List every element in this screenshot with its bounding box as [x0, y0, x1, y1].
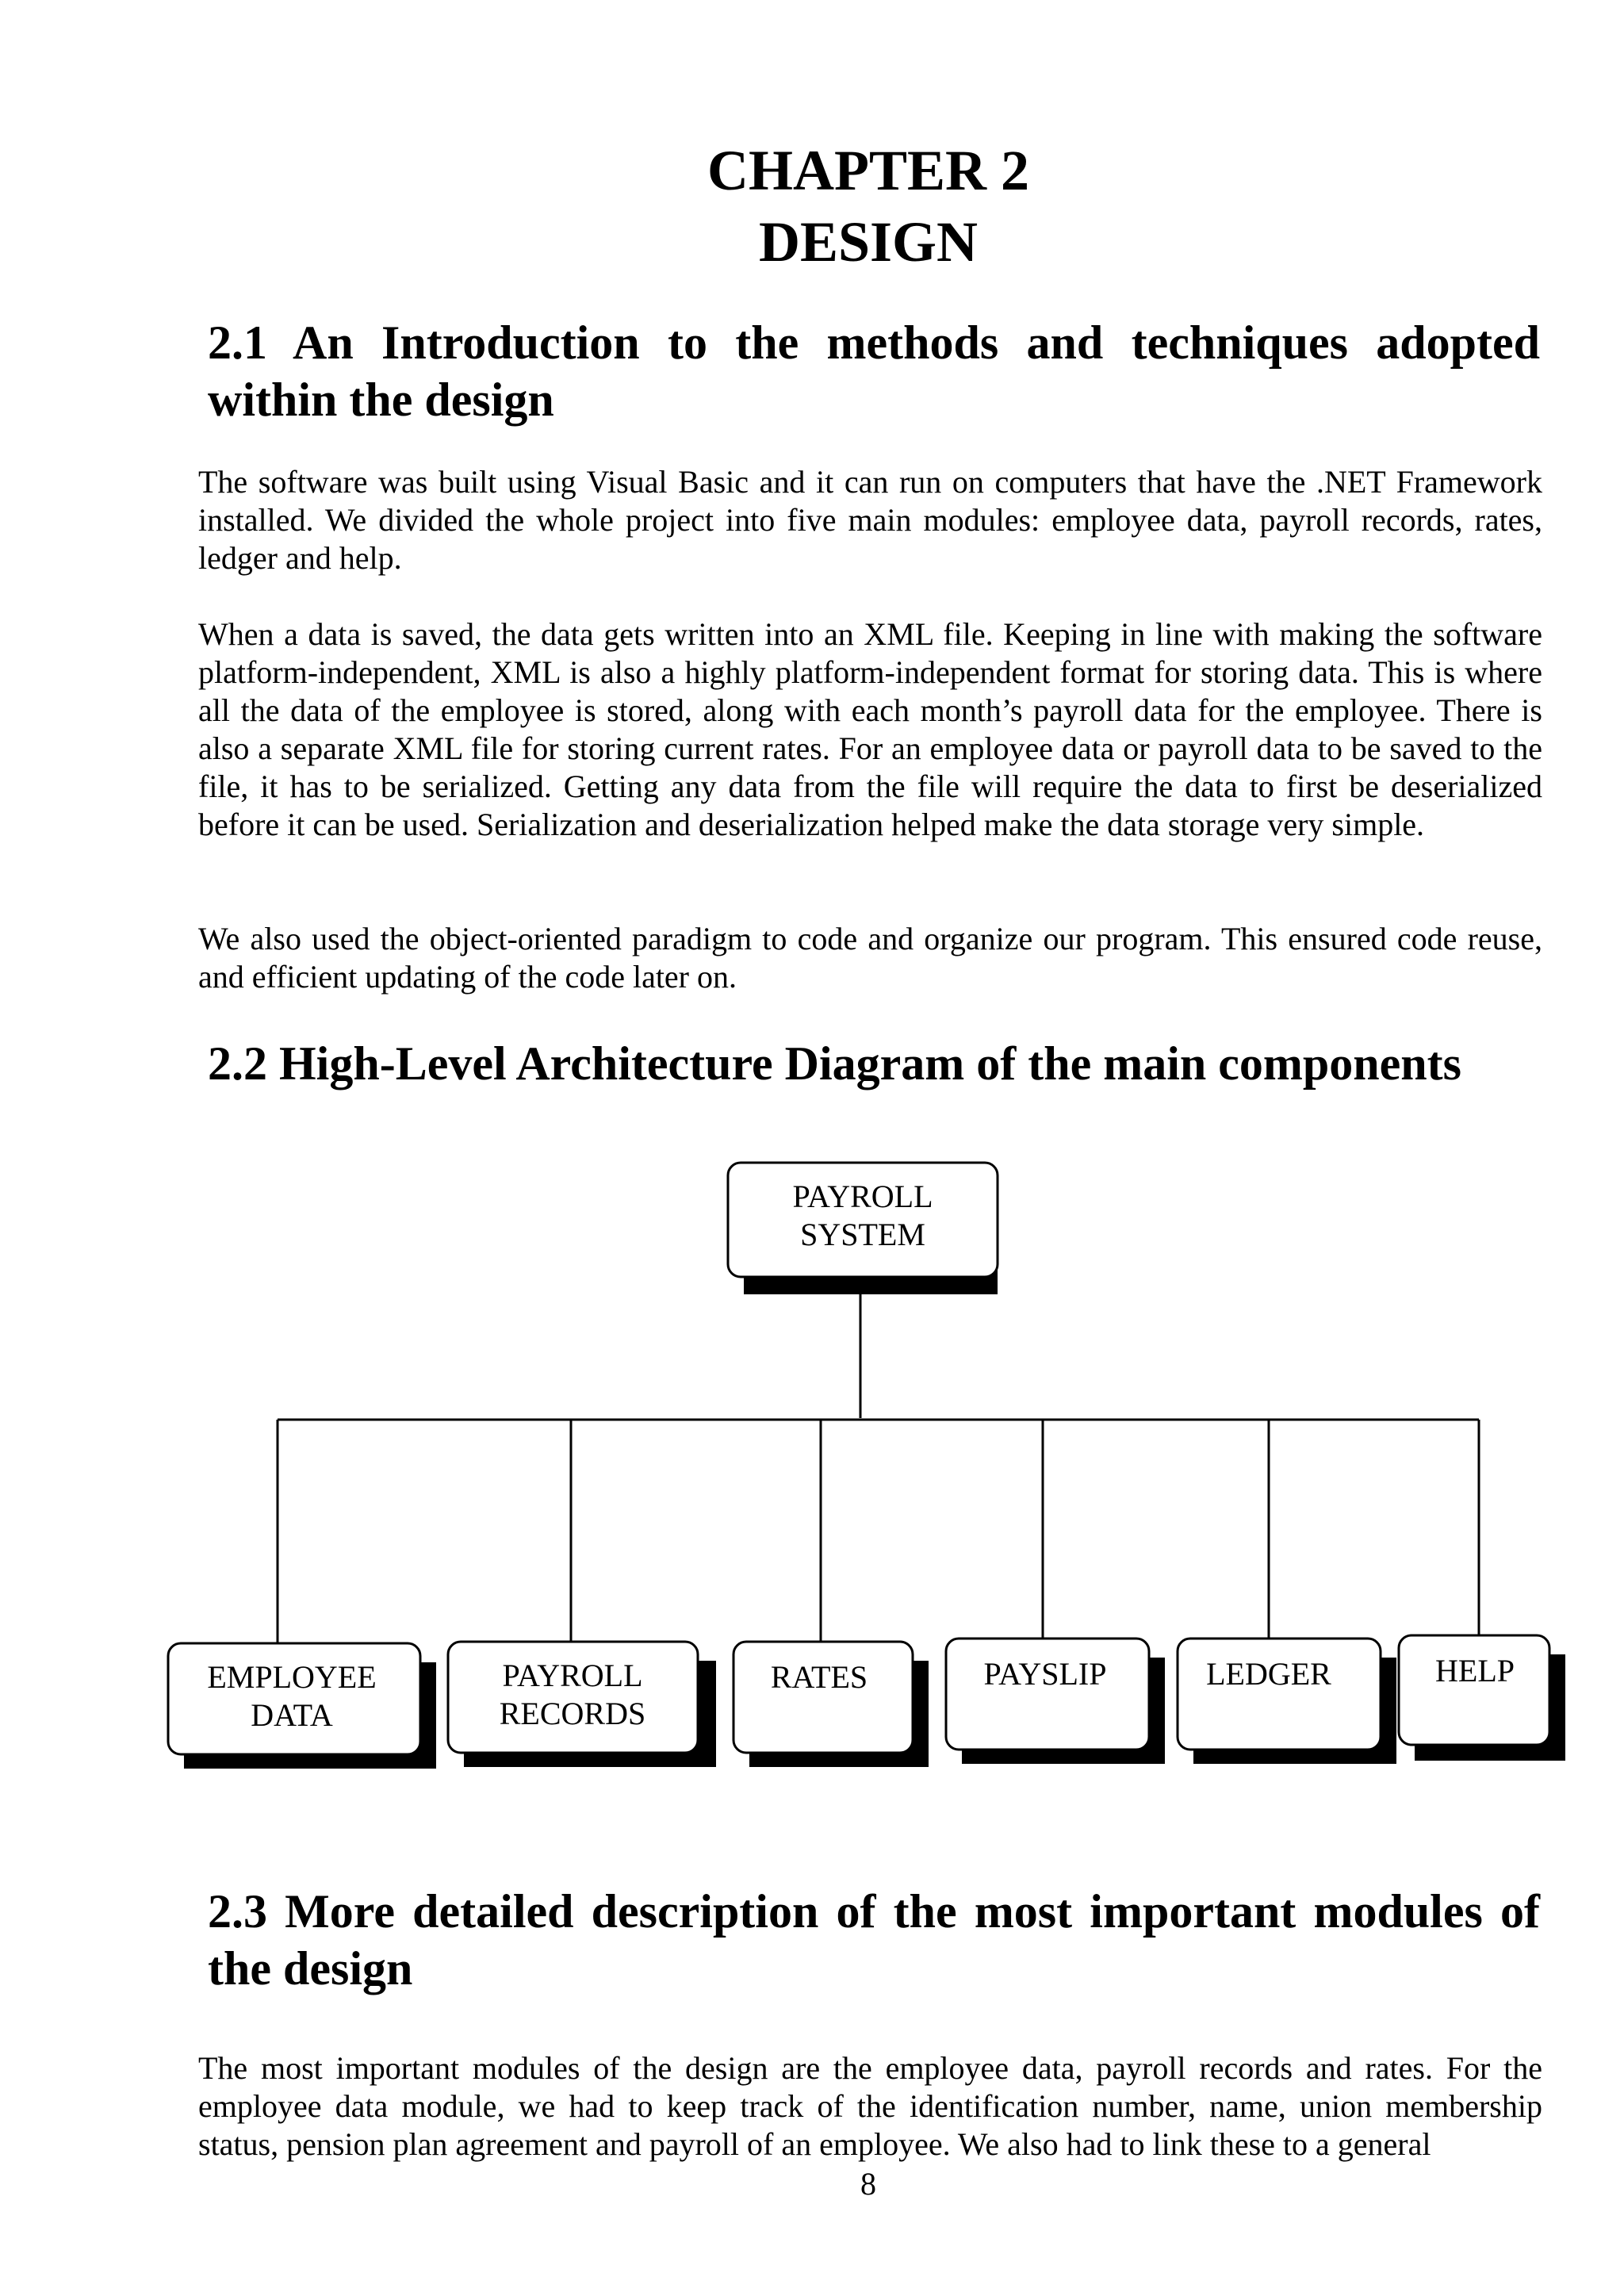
node-label-line1: PAYROLL [792, 1179, 933, 1214]
section-2-1-paragraph-2: When a data is saved, the data gets written into an XML file. Keeping in line with making the software platform-independent, XML is also a highly platform-independent format for storing data. This is where all the data of the employee is stored, along with each month’s payroll data for the employee. There is also a separate XML file for storing current rates. For an employee data or payroll data to be saved to the file, it has to be serialized. Getting any data from the file will require the data to first be deserialized before it can be used. Serialization and deserialization helped make the data storage very simple. [198, 616, 1542, 842]
section-2-1-paragraph-1: The software was built using Visual Basic and it can run on computers that have the .NET Framework installed. We divided the whole project into five main modules: employee data, payroll records, rates, ledger and help. [198, 464, 1542, 576]
node-box [946, 1639, 1149, 1750]
node-label-line1: RATES [770, 1659, 868, 1695]
node-label-line2: DATA [251, 1697, 333, 1733]
node-ledger [1178, 1639, 1396, 1764]
node-label-line1: EMPLOYEE [207, 1659, 377, 1695]
node-label-line1: PAYSLIP [983, 1656, 1107, 1692]
section-2-1-paragraph-3: We also used the object-oriented paradigm to code and organize our program. This ensured code reuse, and efficient updating of the code later on. [198, 921, 1542, 995]
section-2-3-paragraph-1: The most important modules of the design are the employee data, payroll records and rates. For the employee data module, we had to keep track of the identification number, name, union membership status, pension plan agreement and payroll of an employee. We also had to link these to a general [198, 2050, 1542, 2162]
page-number: 8 [860, 2166, 876, 2202]
architecture-diagram [0, 1142, 1624, 1824]
node-label-line1: HELP [1435, 1653, 1515, 1688]
node-payslip [946, 1639, 1165, 1764]
section-2-1-heading: 2.1 An Introduction to the methods and techniques adopted within the design [208, 316, 1540, 426]
node-box [1399, 1635, 1549, 1745]
section-2-3-heading: 2.3 More detailed description of the most important modules of the design [208, 1885, 1540, 1995]
node-box [1178, 1639, 1381, 1750]
chapter-title [0, 135, 1624, 278]
node-label-line1: PAYROLL [502, 1658, 643, 1693]
node-payroll-system [728, 1163, 998, 1294]
node-help [1399, 1635, 1565, 1761]
chapter-number: CHAPTER 2 [707, 139, 1030, 202]
node-rates [733, 1642, 929, 1767]
node-payroll-records [448, 1642, 716, 1767]
node-label-line2: RECORDS [499, 1696, 646, 1731]
node-employee-data [168, 1643, 436, 1769]
section-2-2-heading: 2.2 High-Level Architecture Diagram of the main components [208, 1037, 1461, 1090]
node-label-line1: LEDGER [1206, 1656, 1331, 1692]
node-box [733, 1642, 913, 1753]
chapter-name: DESIGN [758, 210, 979, 274]
node-label-line2: SYSTEM [800, 1217, 925, 1252]
diagram-connectors [278, 1275, 1479, 1643]
